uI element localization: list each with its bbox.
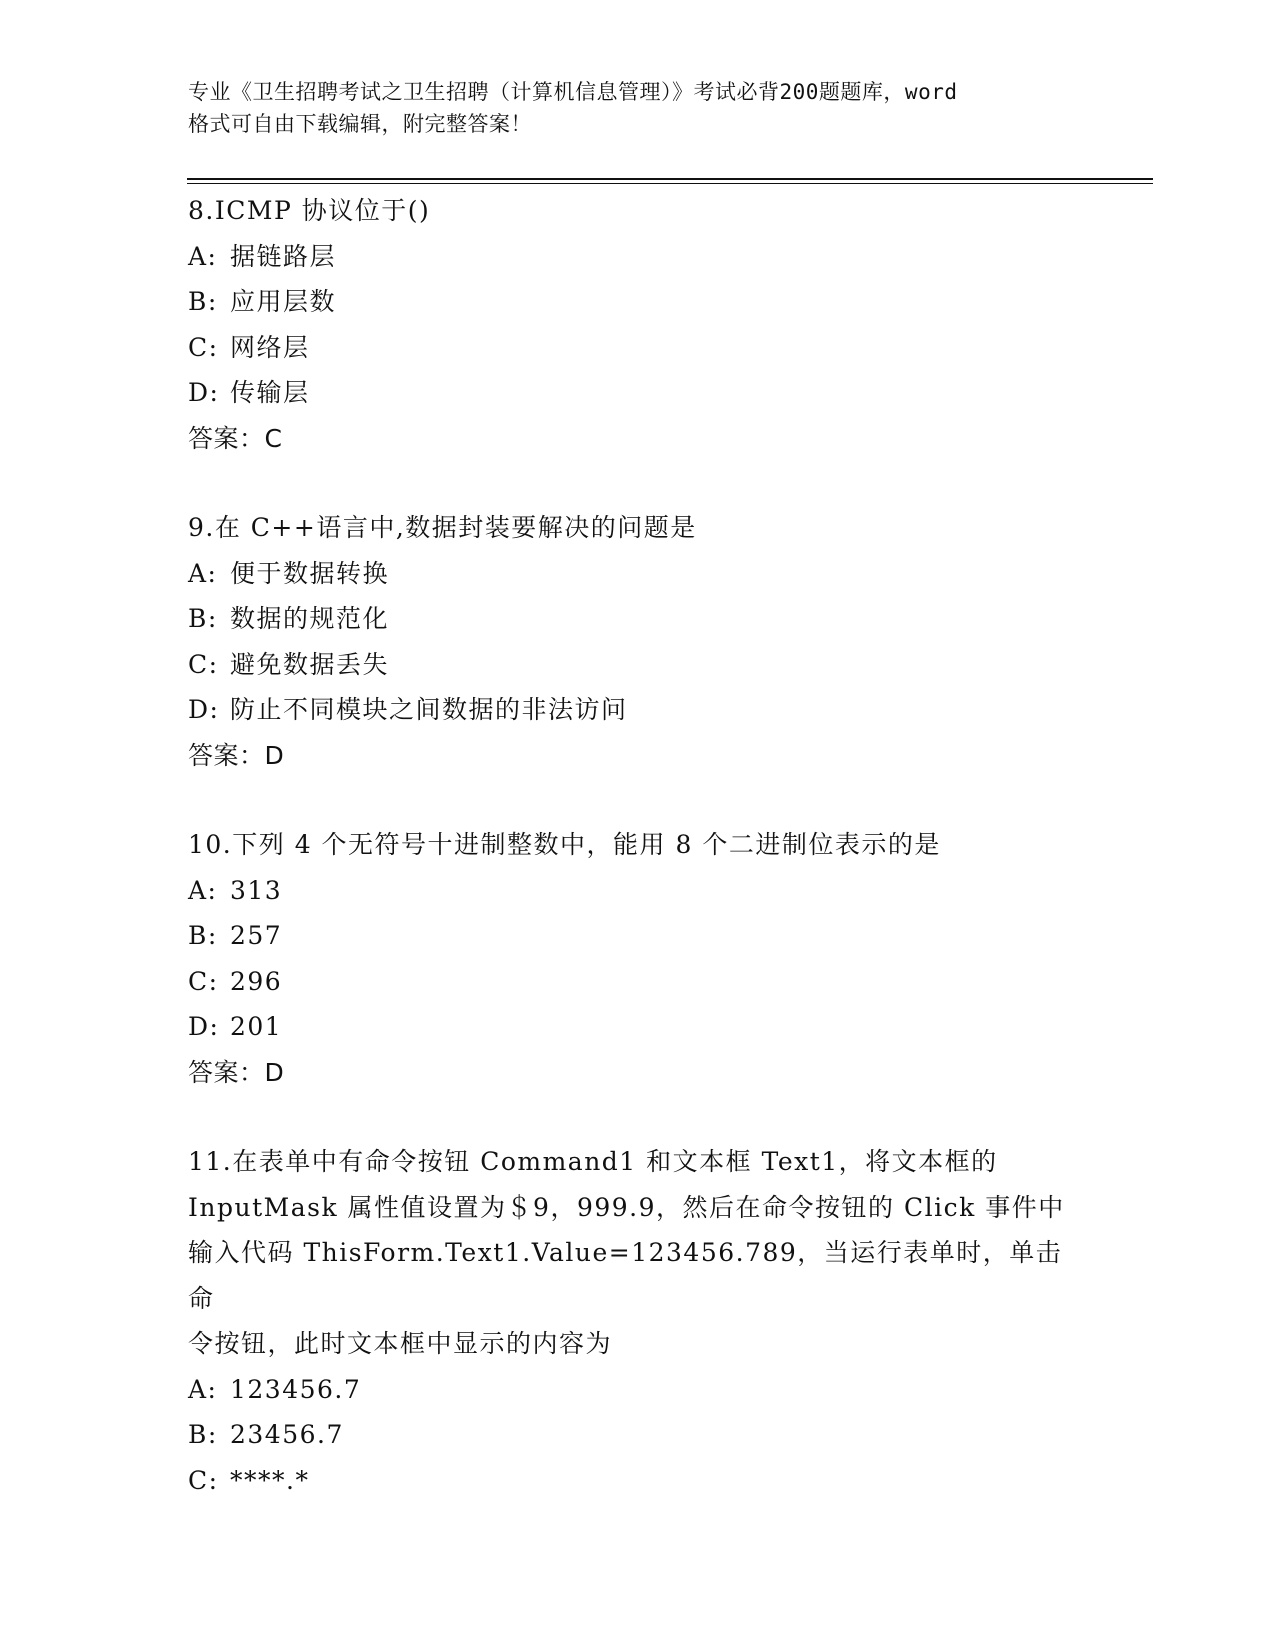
document-header <box>188 76 1088 140</box>
header-divider <box>187 178 1153 180</box>
option-letter: D: <box>188 378 220 407</box>
option-c <box>188 1458 1088 1504</box>
option-a <box>188 868 1088 914</box>
option-text: 网络层 <box>230 332 310 362</box>
option-text: 201 <box>230 1012 283 1041</box>
option-text: 防止不同模块之间数据的非法访问 <box>230 695 628 724</box>
option-text: 313 <box>230 875 283 905</box>
option-d <box>188 370 1088 416</box>
option-letter: D: <box>188 695 220 724</box>
option-text: ****.* <box>230 1465 310 1495</box>
option-text: 23456.7 <box>230 1420 344 1449</box>
option-letter: A: <box>188 241 218 271</box>
option-d <box>188 1004 1088 1050</box>
question-list <box>188 188 1088 1547</box>
option-b <box>188 913 1088 959</box>
option-letter: B: <box>188 1420 218 1449</box>
option-text: 数据的规范化 <box>230 604 390 633</box>
option-letter: B: <box>188 604 218 633</box>
answer-line: 答案：D <box>188 740 285 770</box>
option-text: 123456.7 <box>230 1374 362 1404</box>
option-letter: B: <box>188 921 218 950</box>
option-letter: C: <box>188 649 219 679</box>
option-letter: C: <box>188 1465 219 1495</box>
question-8 <box>188 188 1088 461</box>
option-a <box>188 1367 1088 1413</box>
option-c <box>188 959 1088 1005</box>
option-c <box>188 325 1088 371</box>
question-stem: 9.在 C++语言中,数据封装要解决的问题是 <box>188 513 697 542</box>
answer-line: 答案：C <box>188 423 283 453</box>
option-text: 传输层 <box>230 378 310 407</box>
option-letter: B: <box>188 287 218 316</box>
option-letter: C: <box>188 966 219 996</box>
question-stem: 10.下列 4 个无符号十进制整数中，能用 8 个二进制位表示的是 <box>188 830 941 859</box>
option-text: 296 <box>230 966 283 996</box>
question-stem: 8.ICMP 协议位于() <box>188 196 431 225</box>
option-text: 避免数据丢失 <box>230 649 390 679</box>
option-letter: A: <box>188 558 218 588</box>
option-a <box>188 234 1088 280</box>
header-divider-thin <box>187 183 1153 184</box>
option-letter: A: <box>188 875 218 905</box>
question-10 <box>188 822 1088 1095</box>
header-line-2: 格式可自由下载编辑，附完整答案！ <box>188 112 532 136</box>
option-letter: A: <box>188 1374 218 1404</box>
option-b <box>188 1412 1088 1458</box>
header-line-1: 专业《卫生招聘考试之卫生招聘（计算机信息管理）》考试必背200题题库，word <box>188 80 958 104</box>
answer-line: 答案：D <box>188 1057 285 1087</box>
option-d <box>188 687 1088 733</box>
option-letter: C: <box>188 332 219 362</box>
option-letter: D: <box>188 1012 220 1041</box>
option-text: 应用层数 <box>230 287 337 316</box>
question-stem: 11.在表单中有命令按钮 Command1 和文本框 Text1，将文本框的 InputMask 属性值设置为＄9，999.9，然后在命令按钮的 Click 事件中 输入代码 ThisForm.Text1.Value=123456.789，当运行表单时，单击命 令按钮，此时文本框中显示的内容为 <box>188 1147 1065 1358</box>
option-text: 据链路层 <box>230 241 337 271</box>
option-b <box>188 279 1088 325</box>
option-text: 便于数据转换 <box>230 558 390 588</box>
option-text: 257 <box>230 921 283 950</box>
option-b <box>188 596 1088 642</box>
option-a <box>188 551 1088 597</box>
question-11 <box>188 1139 1088 1503</box>
option-c <box>188 642 1088 688</box>
question-9 <box>188 505 1088 778</box>
